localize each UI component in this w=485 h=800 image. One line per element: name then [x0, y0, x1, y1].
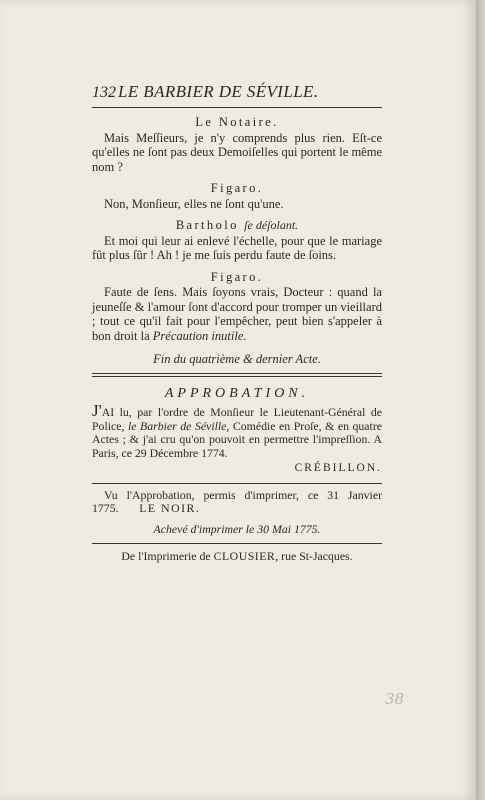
speaker-figaro-2: Figaro.	[210, 269, 264, 284]
pencil-mark: 38	[385, 690, 405, 708]
speaker-notaire: Le Notaire.	[195, 115, 279, 129]
page-content	[92, 82, 382, 564]
stage-direction: ſe déſolant.	[244, 218, 299, 232]
running-title: LE BARBIER DE SÉVILLE.	[118, 82, 319, 101]
end-of-act: Fin du quatrième & dernier Acte.	[153, 352, 321, 366]
page-edge	[476, 0, 485, 800]
rule-imprint	[92, 543, 382, 544]
header-rule	[92, 107, 382, 108]
approbation-text: J'AI lu, par l'ordre de Monſieur le Lieutenant-Général de Police, le Barbier de Séville, Comédie en Proſe, & en quatre Actes ; & j'ai cru qu'on pouvoit en permettre l'impreſſion. A Paris, ce 29 Décembre 1774.	[92, 401, 382, 460]
approbation-title: APPROBATION.	[164, 385, 310, 401]
line-bartholo: Et moi qui leur ai enlevé l'échelle, pour que le mariage fût plus ſûr ! Ah ! je me ſuis perdu faute de ſoins.	[92, 233, 382, 262]
printer-imprint: De l'Imprimerie de CLOUSIER, rue St-Jacques.	[121, 549, 353, 563]
page-number: 132	[92, 84, 116, 101]
drop-capital: J'	[92, 401, 102, 420]
play-subtitle: Précaution inutile.	[152, 328, 247, 343]
permis-text: Vu l'Approbation, permis d'imprimer, ce 31 Janvier 1775. LE NOIR.	[92, 487, 382, 515]
printer-name: CLOUSIER	[213, 549, 276, 563]
rule-permis	[92, 483, 382, 484]
double-rule	[92, 373, 382, 377]
approbation-signer: CRÉBILLON.	[294, 462, 382, 474]
running-header	[92, 82, 382, 106]
line-figaro-1: Non, Monſieur, elles ne ſont qu'une.	[104, 196, 284, 211]
permis-signer: LE NOIR.	[139, 501, 201, 515]
printing-completed: Achevé d'imprimer le 30 Mai 1775.	[153, 521, 321, 536]
line-notaire: Mais Meſſieurs, je n'y comprends plus rien. Eſt-ce qu'elles ne ſont pas deux Demoiſelles qui portent le même nom ?	[92, 130, 382, 174]
line-figaro-2: Faute de ſens. Mais ſoyons vrais, Docteur : quand la jeuneſſe & l'amour ſont d'accord pour tromper un vieillard ; tout ce qu'il fait pour l'empêcher, peut bien s'appeler à bon droit la Précaution inutile.	[92, 285, 382, 343]
speaker-bartholo: Bartholo ſe déſolant.	[175, 218, 299, 232]
speaker-figaro-1: Figaro.	[210, 181, 264, 195]
